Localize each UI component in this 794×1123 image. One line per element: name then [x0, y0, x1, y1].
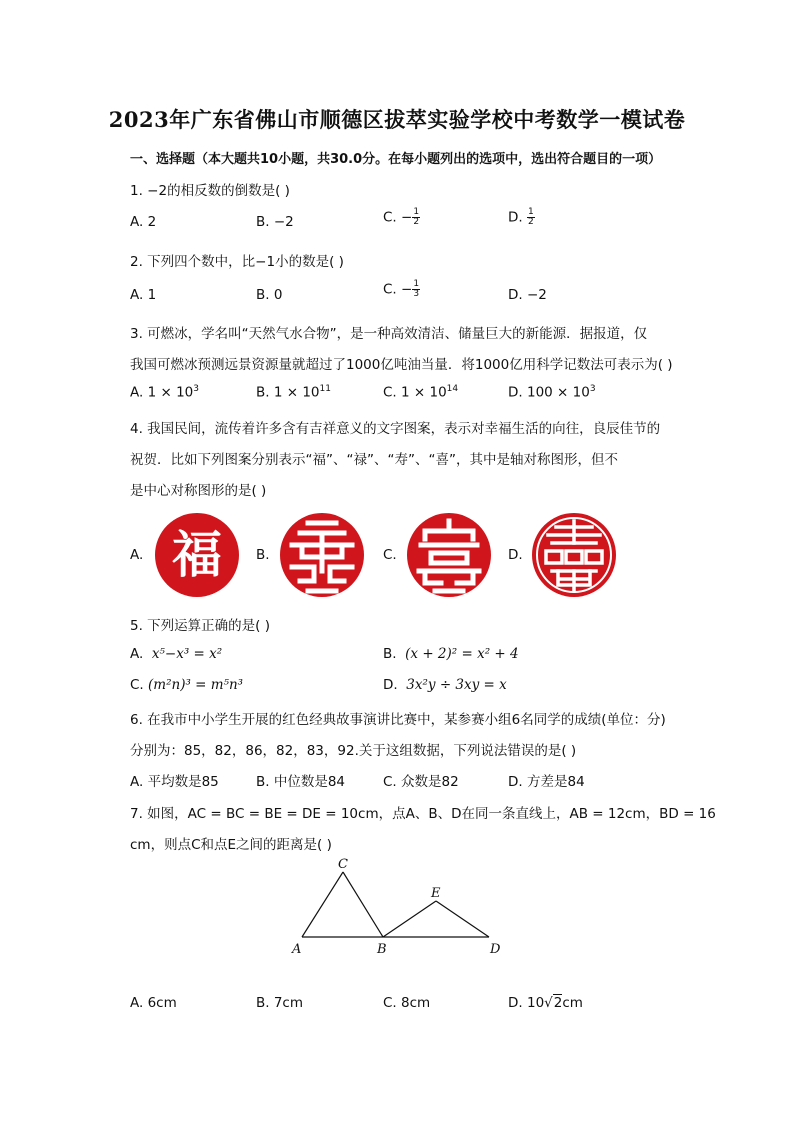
q2-option-b[interactable]: B. 0: [256, 287, 283, 303]
q5-option-a[interactable]: A. x⁵−x³ = x²: [130, 646, 223, 662]
question-6-line-2: 分别为：85，82，86，82，83，92.关于这组数据，下列说法错误的是( ): [130, 743, 577, 759]
q1-option-a[interactable]: A. 2: [130, 214, 157, 230]
q1-option-d-label: D.: [508, 209, 527, 226]
q4-option-a[interactable]: A.: [130, 547, 144, 563]
question-7-line-1: 7. 如图，AC = BC = BE = DE = 10cm，点A、B、D在同一条直线上，AB = 12cm，BD = 16: [130, 806, 716, 822]
question-4-line-2: 祝贺．比如下列图案分别表示“福”、“禄”、“寿”、“喜”，其中是轴对称图形，但不: [130, 452, 618, 468]
q4-option-c[interactable]: C.: [383, 547, 397, 563]
shou-emblem-icon: [405, 511, 493, 599]
q6-option-a[interactable]: A. 平均数是85: [130, 774, 219, 790]
q5-option-c[interactable]: C. (m²n)³ = m⁵n³: [130, 677, 244, 693]
question-3-line-2: 我国可燃冰预测远景资源量就超过了1000亿吨油当量．将1000亿用科学记数法可表示为( ): [130, 357, 673, 373]
page-title: 2023年广东省佛山市顺德区拔萃实验学校中考数学一模试卷: [108, 107, 686, 132]
segment-be: [383, 901, 436, 937]
question-2-stem: 2. 下列四个数中，比−1小的数是( ): [130, 254, 344, 270]
label-b: B: [377, 942, 387, 957]
question-7-line-2: cm，则点C和点E之间的距离是( ): [130, 837, 332, 853]
xi-emblem-icon: [530, 511, 618, 599]
q4-option-b[interactable]: B.: [256, 547, 270, 563]
q7-option-d[interactable]: D. 10√2cm: [508, 995, 583, 1011]
q1-option-b[interactable]: B. −2: [256, 214, 294, 230]
lu-emblem-icon: [278, 511, 366, 599]
segment-ac: [302, 872, 343, 937]
q5-option-d[interactable]: D. 3x²y ÷ 3xy = x: [383, 677, 507, 693]
svg-text:福: 福: [172, 526, 222, 584]
fraction: $\frac{1}{2}$: [527, 207, 534, 227]
triangle-diagram: [288, 855, 508, 960]
question-4-line-1: 4. 我国民间，流传着许多含有吉祥意义的文字图案，表示对幸福生活的向往，良辰佳节的: [130, 421, 661, 437]
question-1-stem: 1. −2的相反数的倒数是( ): [130, 183, 290, 199]
q5-option-b[interactable]: B. (x + 2)² = x² + 4: [383, 646, 519, 662]
q2-option-a[interactable]: A. 1: [130, 287, 157, 303]
question-3-line-1: 3. 可燃冰，学名叫“天然气水合物”，是一种高效清洁、储量巨大的新能源．据报道，仅: [130, 326, 648, 342]
q1-option-c-label: C. −: [383, 209, 413, 226]
q3-option-a[interactable]: A. $1 \times 10^3$: [130, 384, 199, 401]
q4-option-d[interactable]: D.: [508, 547, 523, 563]
q7-option-a[interactable]: A. 6cm: [130, 995, 177, 1011]
q6-option-c[interactable]: C. 众数是82: [383, 774, 459, 790]
fraction: $\frac{1}{2}$: [413, 207, 420, 227]
section-heading: 一、选择题（本大题共10小题，共30.0分。在每小题列出的选项中，选出符合题目的一项）: [130, 152, 662, 167]
q3-option-c[interactable]: C. $1 \times 10^{14}$: [383, 384, 459, 401]
q1-option-d[interactable]: [508, 208, 535, 227]
q3-option-d[interactable]: D. $100 \times 10^3$: [508, 384, 596, 401]
q1-option-c[interactable]: [383, 208, 420, 227]
question-4-line-3: 是中心对称图形的是( ): [130, 483, 267, 499]
q2-option-c-label: C. −: [383, 281, 413, 298]
label-c: C: [338, 857, 348, 872]
label-a: A: [292, 942, 302, 957]
q6-option-d[interactable]: D. 方差是84: [508, 774, 585, 790]
fraction: $\frac{1}{3}$: [413, 279, 420, 299]
q2-option-c[interactable]: [383, 280, 420, 299]
q7-option-c[interactable]: C. 8cm: [383, 995, 431, 1011]
label-d: D: [490, 942, 501, 957]
q7-option-b[interactable]: B. 7cm: [256, 995, 304, 1011]
segment-ed: [436, 901, 489, 937]
fu-emblem-icon: [153, 511, 241, 599]
question-5-stem: 5. 下列运算正确的是( ): [130, 618, 270, 634]
question-6-line-1: 6. 在我市中小学生开展的红色经典故事演讲比赛中，某参赛小组6名同学的成绩(单位：分): [130, 712, 666, 728]
segment-cb: [343, 872, 383, 937]
q2-option-d[interactable]: D. −2: [508, 287, 547, 303]
q6-option-b[interactable]: B. 中位数是84: [256, 774, 346, 790]
q3-option-b[interactable]: B. $1 \times 10^{11}$: [256, 384, 331, 401]
label-e: E: [431, 886, 441, 901]
